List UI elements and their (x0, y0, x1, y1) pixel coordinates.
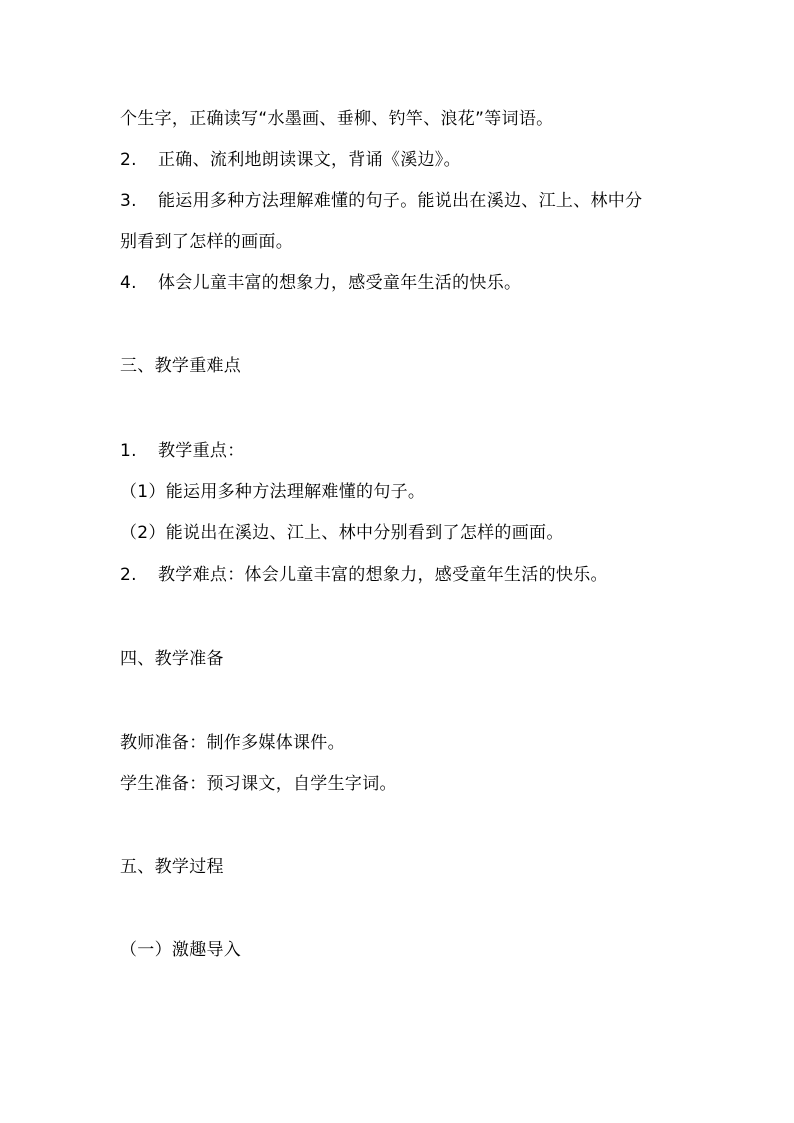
objective-3-continuation: 别看到了怎样的画面。 (120, 232, 293, 252)
teacher-preparation: 教师准备：制作多媒体课件。 (120, 733, 345, 753)
objective-2 (120, 148, 461, 172)
key-point-1 (120, 439, 245, 463)
list-text: 体会儿童丰富的想象力，感受童年生活的快乐。 (158, 273, 522, 293)
list-text: 能运用多种方法理解难懂的句子。能说出在溪边、江上、林中分 (158, 191, 643, 211)
list-text: 教学重点： (158, 441, 245, 461)
list-number: 3. (120, 191, 137, 211)
key-point-2 (120, 563, 608, 587)
process-step-1-heading: （一）激趣导入 (120, 940, 242, 960)
objective-3 (120, 189, 642, 213)
section-heading-preparation: 四、教学准备 (120, 649, 224, 669)
list-number: 1. (120, 441, 137, 461)
section-heading-key-points: 三、教学重难点 (120, 356, 242, 376)
list-text: 教学难点：体会儿童丰富的想象力，感受童年生活的快乐。 (158, 565, 608, 585)
section-heading-process: 五、教学过程 (120, 857, 224, 877)
list-number: 2. (120, 150, 137, 170)
objective-4 (120, 271, 521, 295)
student-preparation: 学生准备：预习课文，自学生字词。 (120, 774, 397, 794)
list-number: 2. (120, 565, 137, 585)
list-number: 4. (120, 273, 137, 293)
key-point-1-sub-2: （2）能说出在溪边、江上、林中分别看到了怎样的画面。 (120, 523, 564, 543)
key-point-1-sub-1: （1）能运用多种方法理解难懂的句子。 (120, 482, 426, 502)
list-text: 正确、流利地朗读课文，背诵《溪边》。 (158, 150, 461, 170)
objective-1-continuation: 个生字，正确读写“水墨画、垂柳、钓竿、浪花”等词语。 (120, 109, 554, 129)
